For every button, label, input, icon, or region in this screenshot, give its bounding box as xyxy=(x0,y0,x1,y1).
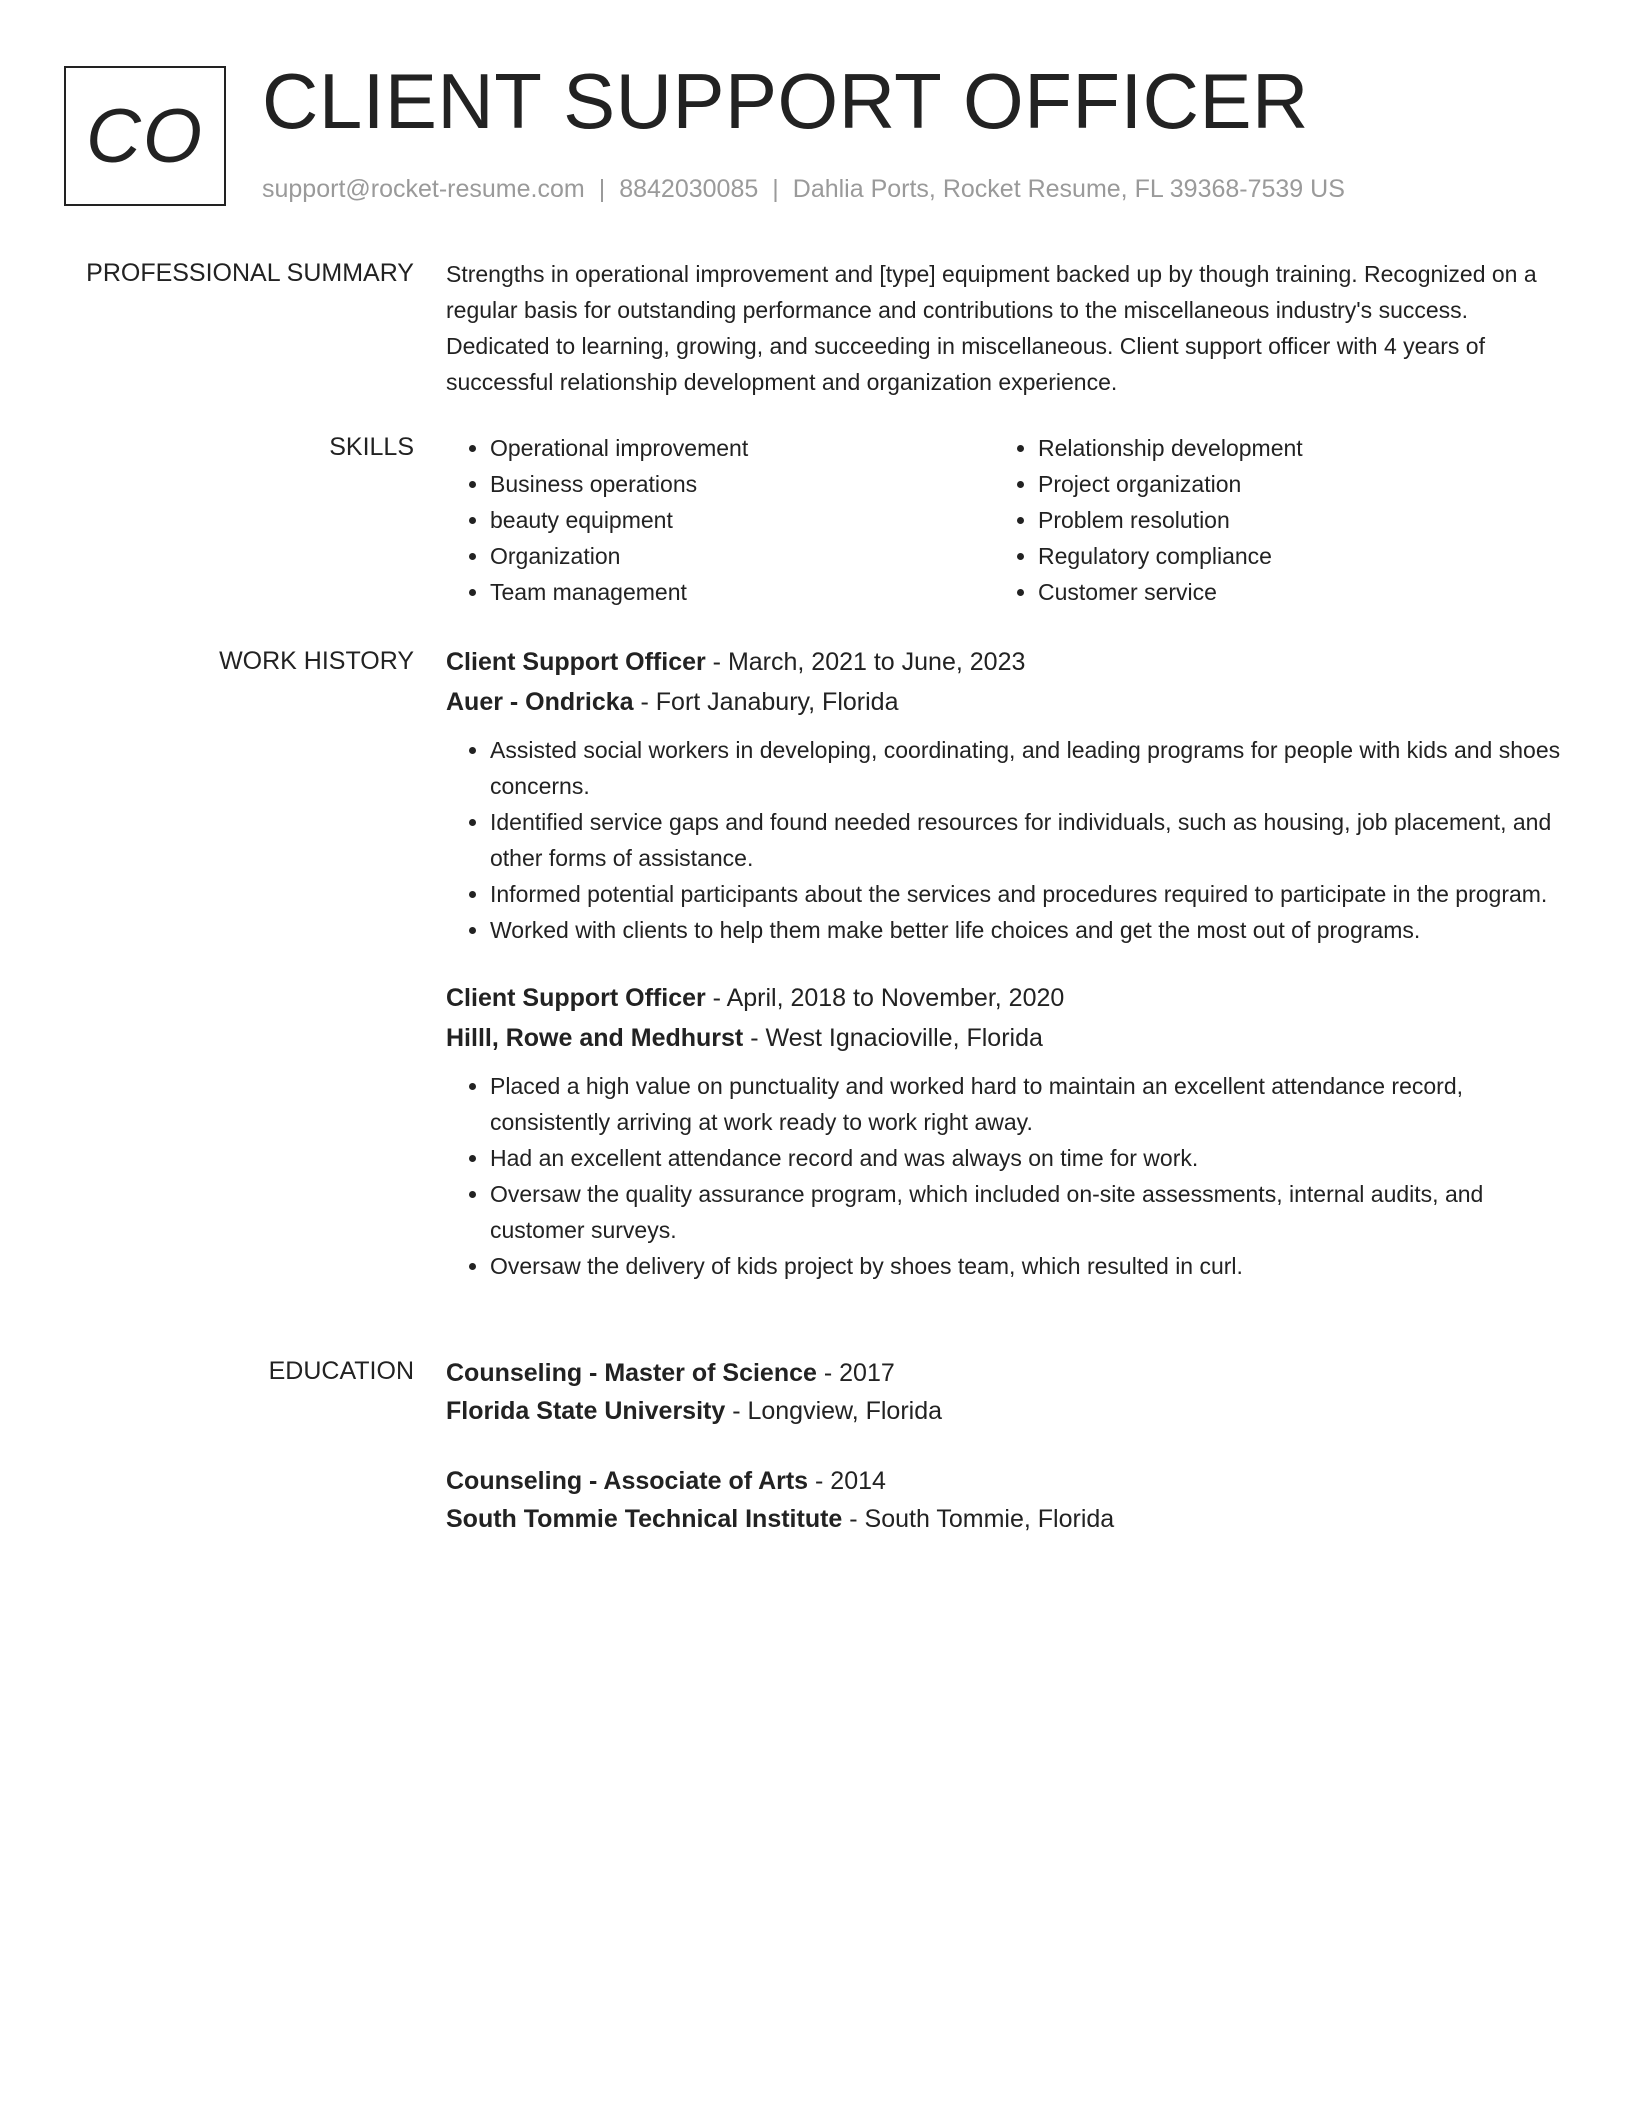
job-title-line xyxy=(446,644,1566,680)
education-year: - 2017 xyxy=(816,1359,895,1387)
contact-phone: 8842030085 xyxy=(619,175,759,203)
job-dates: - April, 2018 to November, 2020 xyxy=(705,984,1065,1012)
skills-label: SKILLS xyxy=(329,433,414,461)
work-history-label: WORK HISTORY xyxy=(219,647,414,675)
job-bullets xyxy=(446,1068,1566,1284)
skill-item: • Regulatory compliance xyxy=(1038,538,1542,574)
education-school: South Tommie Technical Institute xyxy=(446,1505,843,1533)
job-location: - West Ignacioville, Florida xyxy=(743,1024,1043,1052)
job-title: Client Support Officer xyxy=(446,984,706,1012)
education-degree-line xyxy=(446,1354,1566,1392)
contact-line xyxy=(262,172,1345,206)
contact-separator: | xyxy=(598,175,606,203)
job-company: Hilll, Rowe and Medhurst xyxy=(446,1024,744,1052)
job-title: Client Support Officer xyxy=(446,648,706,676)
education-degree: Counseling - Associate of Arts xyxy=(446,1467,809,1495)
skills-columns xyxy=(446,430,1566,610)
skill-item: • Organization xyxy=(490,538,994,574)
education-entry xyxy=(446,1354,1566,1430)
summary-label: PROFESSIONAL SUMMARY xyxy=(86,259,414,287)
job-bullet: • Placed a high value on punctuality and worked hard to maintain an excellent attendance record, consistently arriving at work ready to work right away. xyxy=(490,1068,1566,1140)
job-title-line xyxy=(446,980,1566,1016)
resume-title: CLIENT SUPPORT OFFICER xyxy=(262,57,1309,145)
skills-list-right xyxy=(994,430,1542,610)
job-bullets xyxy=(446,732,1566,948)
skill-item: • Operational improvement xyxy=(490,430,994,466)
job-company-line xyxy=(446,1020,1566,1056)
job-company-line xyxy=(446,684,1566,720)
monogram-box xyxy=(64,66,226,206)
skills-list-left xyxy=(446,430,994,610)
education-year: - 2014 xyxy=(808,1467,886,1495)
job-company: Auer - Ondricka xyxy=(446,688,634,716)
skill-item: • Business operations xyxy=(490,466,994,502)
skill-item: • beauty equipment xyxy=(490,502,994,538)
skill-item: • Customer service xyxy=(1038,574,1542,610)
job-entry xyxy=(446,980,1566,1284)
job-bullet: • Oversaw the quality assurance program, which included on-site assessments, internal audits, and customer surveys. xyxy=(490,1176,1566,1248)
education-location: - South Tommie, Florida xyxy=(842,1505,1115,1533)
monogram-initials: CO xyxy=(86,93,204,179)
education-school: Florida State University xyxy=(446,1397,726,1425)
education-location: - Longview, Florida xyxy=(725,1397,943,1425)
job-bullet: • Informed potential participants about the services and procedures required to participate in the program. xyxy=(490,876,1566,912)
job-dates: - March, 2021 to June, 2023 xyxy=(705,648,1026,676)
education-entry xyxy=(446,1462,1566,1538)
education-school-line xyxy=(446,1392,1566,1430)
job-bullet: • Oversaw the delivery of kids project by shoes team, which resulted in curl. xyxy=(490,1248,1566,1284)
job-entry xyxy=(446,644,1566,948)
education-degree-line xyxy=(446,1462,1566,1500)
contact-separator: | xyxy=(772,175,779,203)
education-degree: Counseling - Master of Science xyxy=(446,1359,817,1387)
job-location: - Fort Janabury, Florida xyxy=(633,688,899,716)
summary-text: Strengths in operational improvement and [type] equipment backed up by though training. Recognized on a regular basis for outstanding performance and contributions to the miscellaneous industry's success. Dedicated to learning, growing, and succeeding in miscellaneous. Client support officer with 4 years of successful relationship development and organization experience. xyxy=(446,261,1537,395)
skill-item: • Team management xyxy=(490,574,994,610)
skill-item: • Problem resolution xyxy=(1038,502,1542,538)
job-bullet: • Assisted social workers in developing, coordinating, and leading programs for people with kids and shoes concerns. xyxy=(490,732,1566,804)
education-school-line xyxy=(446,1500,1566,1538)
skill-item: • Relationship development xyxy=(1038,430,1542,466)
contact-email: support@rocket-resume.com xyxy=(262,175,585,203)
contact-address: Dahlia Ports, Rocket Resume, FL 39368-7539 US xyxy=(792,175,1345,203)
education-label: EDUCATION xyxy=(268,1357,414,1385)
job-bullet: • Had an excellent attendance record and was always on time for work. xyxy=(490,1140,1566,1176)
job-bullet: • Worked with clients to help them make better life choices and get the most out of programs. xyxy=(490,912,1566,948)
skill-item: • Project organization xyxy=(1038,466,1542,502)
job-bullet: • Identified service gaps and found needed resources for individuals, such as housing, job placement, and other forms of assistance. xyxy=(490,804,1566,876)
